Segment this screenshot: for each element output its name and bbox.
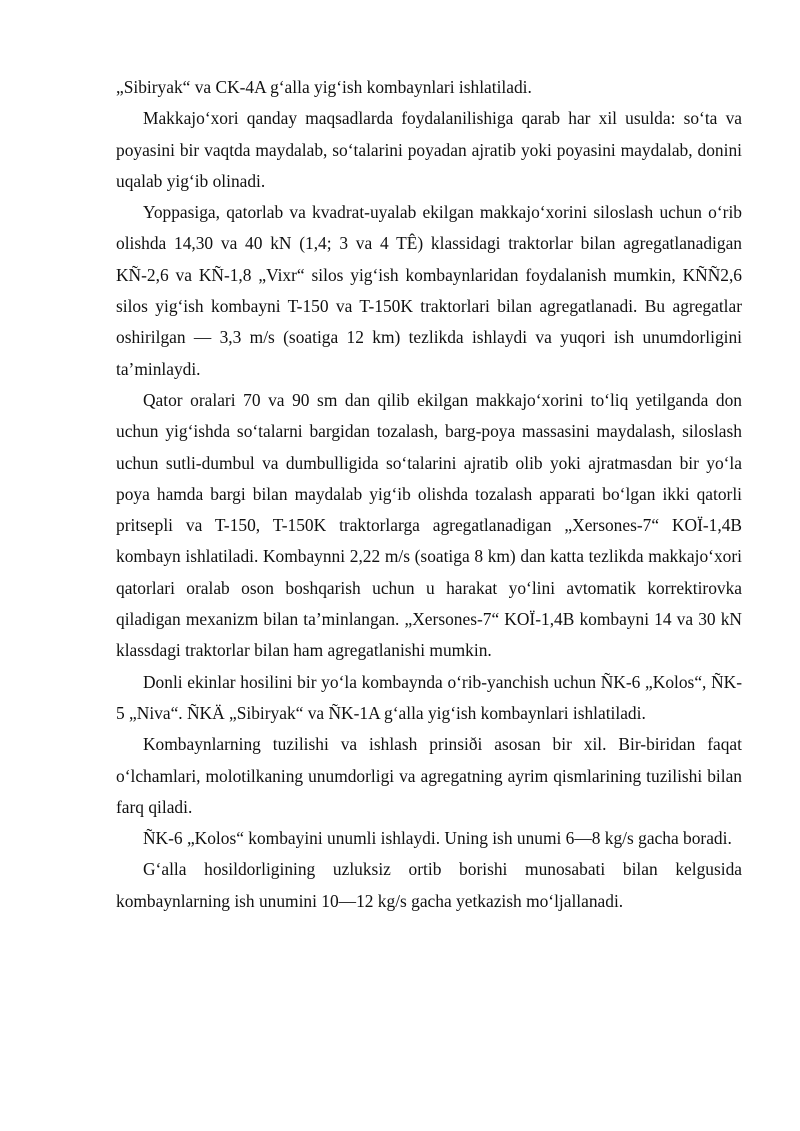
paragraph-kersones-combine: Qator oralari 70 va 90 sm dan qilib ekilgan makkajo‘xorini to‘liq yetilganda don uchun yig‘ishda so‘talarni bargidan tozalash, barg-poya massasini maydalash, siloslash uchun sutli-dumbul va dumbulligida so‘talarini ajratib olib yoki ajratmasdan bir yo‘la poya hamda bargi bilan maydalab yig‘ib olishda tozalash apparati bo‘lgan ikki qatorli pritsepli va T-150, T-150K traktorlarga agregatlanadigan „Xersones-7“ KOÏ-1,4B kombayn ishlatiladi. Kombaynni 2,22 m/s (soatiga 8 km) dan katta tezlikda makkajo‘xori qatorlari oralab oson boshqarish uchun u harakat yo‘lini avtomatik korrektirovka qiladigan mexanizm bilan ta’minlangan. „Xersones-7“ KOÏ-1,4B kombayni 14 va 30 kN klassdagi traktorlar bilan ham agregatlanishi mumkin. <box>116 389 742 661</box>
paragraph-continuation: „Sibiryak“ va CK-4A g‘alla yig‘ish kombaynlari ishlatiladi. <box>116 77 532 97</box>
document-page <box>116 72 742 917</box>
paragraph-grain-combines: Donli ekinlar hosilini bir yo‘la kombaynda o‘rib-yanchish uchun ÑK-6 „Kolos“, ÑK-5 „Niva“. ÑKÄ „Sibiryak“ va ÑK-1A g‘alla yig‘ish kombaynlari ishlatiladi. <box>116 671 742 723</box>
paragraph-harvest-methods: Makkajo‘xori qanday maqsadlarda foydalanilishiga qarab har xil usulda: so‘ta va poyasini bir vaqtda maydalab, so‘talarini poyadan ajratib yoki poyasini maydalab, donini uqalab yig‘ib olinadi. <box>116 108 742 191</box>
paragraph-future-productivity: G‘alla hosildorligining uzluksiz ortib borishi munosabati bilan kelgusida kombaynlarning ish unumini 10—12 kg/s gacha yetkazish mo‘ljallanadi. <box>116 859 742 911</box>
paragraph-silage-harvesters: Yoppasiga, qatorlab va kvadrat-uyalab ekilgan makkajo‘xorini siloslash uchun o‘rib olishda 14,30 va 40 kN (1,4; 3 va 4 TÊ) klassidagi traktorlar bilan agregatlanadigan KÑ-2,6 va KÑ-1,8 „Vixr“ silos yig‘ish kombaynlaridan foydalanish mumkin, KÑÑ2,6 silos yig‘ish kombayni T-150 va T-150K traktorlari bilan agregatlanadi. Bu agregatlar oshirilgan — 3,3 m/s (soatiga 12 km) tezlikda ishlaydi va yuqori ish unumdorligini ta’minlaydi. <box>116 202 742 379</box>
paragraph-combine-structure: Kombaynlarning tuzilishi va ishlash prinsiði asosan bir xil. Bir-biridan faqat o‘lchamlari, molotilkaning unumdorligi va agregatning ayrim qismlarining tuzilishi bilan farq qiladi. <box>116 734 742 817</box>
paragraph-kolos-productivity: ÑK-6 „Kolos“ kombayini unumli ishlaydi. Uning ish unumi 6—8 kg/s gacha boradi. <box>143 828 732 849</box>
